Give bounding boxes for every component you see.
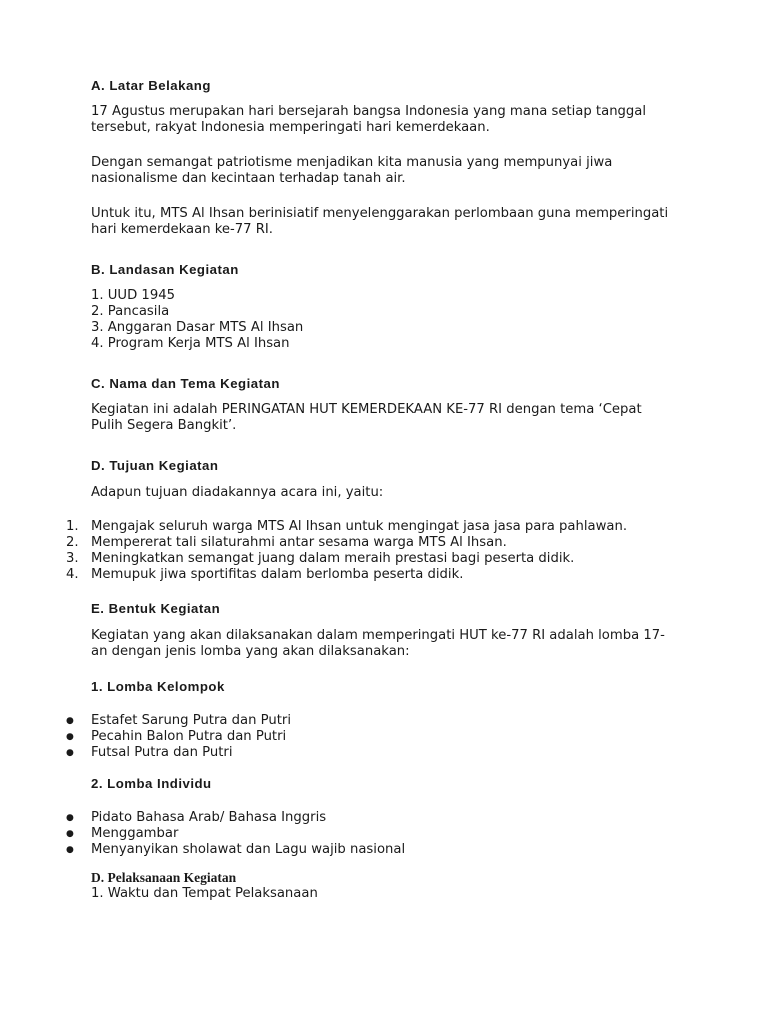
paragraph-line: Kegiatan ini adalah PERINGATAN HUT KEMERDEKAAN KE-77 RI dengan tema ‘Cepat — [91, 402, 642, 417]
bullet-icon: ● — [66, 813, 74, 823]
paragraph-line: Pulih Segera Bangkit’. — [91, 418, 237, 433]
list-text: Pecahin Balon Putra dan Putri — [91, 729, 287, 744]
bullet-icon: ● — [66, 716, 74, 726]
paragraph-line: 1. Waktu dan Tempat Pelaksanaan — [91, 886, 318, 901]
heading-tujuan-kegiatan: D. Tujuan Kegiatan — [91, 458, 219, 473]
list-item: 1. UUD 1945 — [91, 288, 175, 303]
bullet-icon: ● — [66, 829, 74, 839]
paragraph-line: Adapun tujuan diadakannya acara ini, yaitu: — [91, 485, 384, 500]
paragraph-line: tersebut, rakyat Indonesia memperingati hari kemerdekaan. — [91, 120, 490, 135]
list-text: Pidato Bahasa Arab/ Bahasa Inggris — [91, 810, 327, 825]
list-text: Futsal Putra dan Putri — [91, 745, 233, 760]
list-number: 3. — [66, 551, 79, 566]
heading-bentuk-kegiatan: E. Bentuk Kegiatan — [91, 601, 221, 616]
heading-nama-tema: C. Nama dan Tema Kegiatan — [91, 376, 280, 391]
list-item: 3. Anggaran Dasar MTS Al Ihsan — [91, 320, 304, 335]
heading-pelaksanaan-kegiatan: D. Pelaksanaan Kegiatan — [91, 870, 237, 885]
list-text: Mengajak seluruh warga MTS Al Ihsan untuk mengingat jasa jasa para pahlawan. — [91, 519, 628, 534]
list-text: Menggambar — [91, 826, 179, 841]
list-number: 4. — [66, 567, 79, 582]
list-number: 1. — [66, 519, 79, 534]
list-text: Meningkatkan semangat juang dalam meraih prestasi bagi peserta didik. — [91, 551, 575, 566]
list-item: 4. Program Kerja MTS Al Ihsan — [91, 336, 290, 351]
paragraph-line: 17 Agustus merupakan hari bersejarah bangsa Indonesia yang mana setiap tanggal — [91, 104, 647, 119]
heading-lomba-kelompok: 1. Lomba Kelompok — [91, 679, 225, 694]
paragraph-line: hari kemerdekaan ke-77 RI. — [91, 222, 274, 237]
paragraph-line: Dengan semangat patriotisme menjadikan kita manusia yang mempunyai jiwa — [91, 155, 613, 170]
list-item: 2. Pancasila — [91, 304, 170, 319]
list-text: Memupuk jiwa sportifitas dalam berlomba peserta didik. — [91, 567, 464, 582]
paragraph-line: an dengan jenis lomba yang akan dilaksanakan: — [91, 644, 410, 659]
list-text: Menyanyikan sholawat dan Lagu wajib nasional — [91, 842, 406, 857]
bullet-icon: ● — [66, 748, 74, 758]
bullet-icon: ● — [66, 732, 74, 742]
paragraph-line: Kegiatan yang akan dilaksanakan dalam memperingati HUT ke-77 RI adalah lomba 17- — [91, 628, 665, 643]
list-text: Mempererat tali silaturahmi antar sesama warga MTS Al Ihsan. — [91, 535, 507, 550]
heading-latar-belakang: A. Latar Belakang — [91, 78, 211, 93]
list-text: Estafet Sarung Putra dan Putri — [91, 713, 292, 728]
paragraph-line: nasionalisme dan kecintaan terhadap tanah air. — [91, 171, 406, 186]
heading-lomba-individu: 2. Lomba Individu — [91, 776, 212, 791]
list-number: 2. — [66, 535, 79, 550]
heading-landasan-kegiatan: B. Landasan Kegiatan — [91, 262, 239, 277]
bullet-icon: ● — [66, 845, 74, 855]
paragraph-line: Untuk itu, MTS Al Ihsan berinisiatif menyelenggarakan perlombaan guna memperingati — [91, 206, 669, 221]
